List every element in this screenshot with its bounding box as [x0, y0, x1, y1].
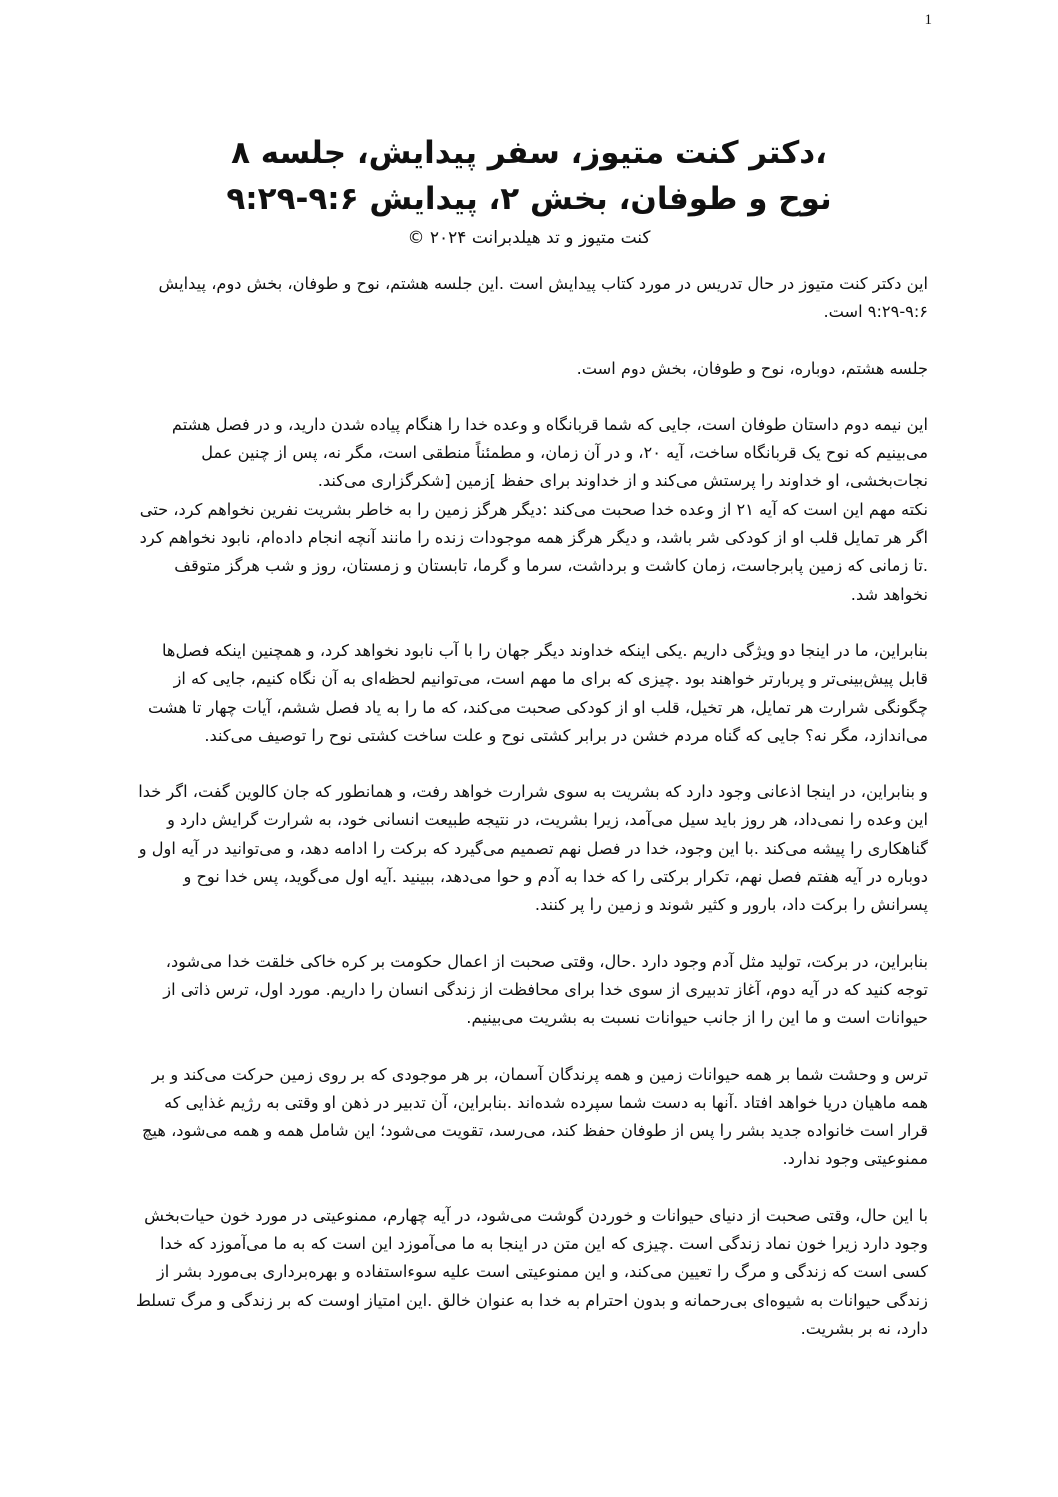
paragraph-blood: با این حال، وقتی صحبت از دنیای حیوانات و خوردن گوشت می‌شود، در آیه چهارم، ممنوعیتی در مورد خون حیات‌بخش وجود دارد زیرا خون نماد زندگی است .چیزی که این متن در اینجا به ما می‌آموزد این است که به ما می‌آموزد که خدا کسی است که زندگی و مرگ را تعیین می‌کند، و این ممنوعیتی است علیه سوءاستفاده و بهره‌برداری بی‌مورد بشر از زندگی حیوانات به شیوه‌ای بی‌رحمانه و بدون احترام به خدا به عنوان خالق .این امتیاز اوست که بر زندگی و مرگ تسلط دارد، نه بر بشریت.	[135, 1205, 928, 1338]
paragraph-dominion: بنابراین، در برکت، تولید مثل آدم وجود دارد .حال، وقتی صحبت از اعمال حکومت بر کره خاکی خلقت خدا می‌شود، توجه کنید که در آیه دوم، آغاز تدبیری از سوی خدا برای محافظت از زندگی انسان را داریم. مورد اول، ترس ذاتی از حیوانات است و ما این را از جانب حیوانات نسبت به بشریت می‌بینیم.	[163, 951, 928, 1028]
document-body	[130, 270, 928, 1371]
title-line-2: نوح و طوفان، بخش ۲، پیدایش ۹:۶-۹:۲۹	[226, 181, 832, 217]
paragraph-fear: ترس و وحشت شما بر همه حیوانات زمین و همه پرندگان آسمان، بر هر موجودی که بر روی زمین حرکت می‌کند و بر همه ماهیان دریا خواهد افتاد .آنها به دست شما سپرده شده‌اند .بنابراین، آن تدبیر در ذهن او وقتی به رژیم غذایی که قرار است خانواده جدید بشر را پس از طوفان حفظ کند، می‌رسد، تقویت می‌شود؛ این شامل همه و همه می‌شود، هیچ ممنوعیتی وجود ندارد.	[142, 1064, 928, 1169]
paragraph-altar: این نیمه دوم داستان طوفان است، جایی که شما قربانگاه و وعده خدا را هنگام پیاده شدن دارید، و در فصل هشتم می‌بینیم که نوح یک قربانگاه ساخت، آیه ۲۰، و در آن زمان، و مطمئناً منطقی است، مگر نه، پس از چنین عمل نجات‌بخشی، او خداوند را پرستش می‌کند و از خداوند برای حفظ ]زمین [شکرگزاری می‌کند.	[171, 414, 928, 491]
title-line-1: ،دکتر کنت متیوز، سفر پیدایش، جلسه ۸	[231, 135, 827, 171]
paragraph-promise: نکته مهم این است که آیه ۲۱ از وعده خدا صحبت می‌کند :دیگر هرگز زمین را به خاطر بشریت نفرین نخواهم کرد، حتی اگر هر تمایل قلب او از کودکی شر باشد، و دیگر هرگز همه موجودات زنده را مانند آنچه انجام داده‌ام، نابود نخواهم کرد .تا زمانی که زمین پابرجاست، زمان کاشت و برداشت، سرما و گرما، تابستان و زمستان، روز و شب هرگز متوقف نخواهد شد.	[139, 499, 928, 604]
paragraph-blessing: و بنابراین، در اینجا اذعانی وجود دارد که بشریت به سوی شرارت خواهد رفت، و همانطور که جان کالوین گفت، اگر خدا این وعده را نمی‌داد، هر روز باید سیل می‌آمد، زیرا بشریت، در نتیجه طبیعت انسانی خود، به شرارت گرایش دارد و گناهکاری را پیشه می‌کند .با این وجود، خدا در فصل نهم تصمیم می‌گیرد که برکت را ادامه دهد، و می‌توانید در آیه اول و دوباره در آیه هفتم فصل نهم، تکرار برکتی را که خدا به آدم و حوا می‌دهد، ببینید .آیه اول می‌گوید، پس خدا نوح و پسرانش را برکت داد، بارور و کثیر شوند و زمین را پر کنند.	[138, 782, 928, 915]
paragraph-intro: این دکتر کنت متیوز در حال تدریس در مورد کتاب پیدایش است .این جلسه هشتم، نوح و طوفان، بخش دوم، پیدایش ۹:۶-۹:۲۹ است.	[158, 274, 928, 322]
page-number: 1	[924, 12, 932, 28]
copyright-line: کنت متیوز و تد هیلدبرانت ۲۰۲۴ ©	[407, 228, 651, 248]
paragraph-two-features: بنابراین، ما در اینجا دو ویژگی داریم .یکی اینکه خداوند دیگر جهان را با آب نابود نخواهد کرد، و همچنین اینکه فصل‌ها قابل پیش‌بینی‌تر و پربارتر خواهند بود .چیزی که برای ما مهم است، می‌توانیم لحظه‌ای به آن نگاه کنیم، جایی که از چگونگی شرارت هر تمایل، هر تخیل، قلب او از کودکی صحبت می‌کند، که ما را به یاد فصل ششم، آیات چهار تا هشت می‌اندازد، مگر نه؟ جایی که گناه مردم خشن در برابر کشتی نوح و علت ساخت کشتی نوح را توصیف می‌کند.	[148, 640, 928, 745]
document-header	[130, 130, 928, 252]
paragraph-session: جلسه هشتم، دوباره، نوح و طوفان، بخش دوم است.	[576, 358, 928, 378]
